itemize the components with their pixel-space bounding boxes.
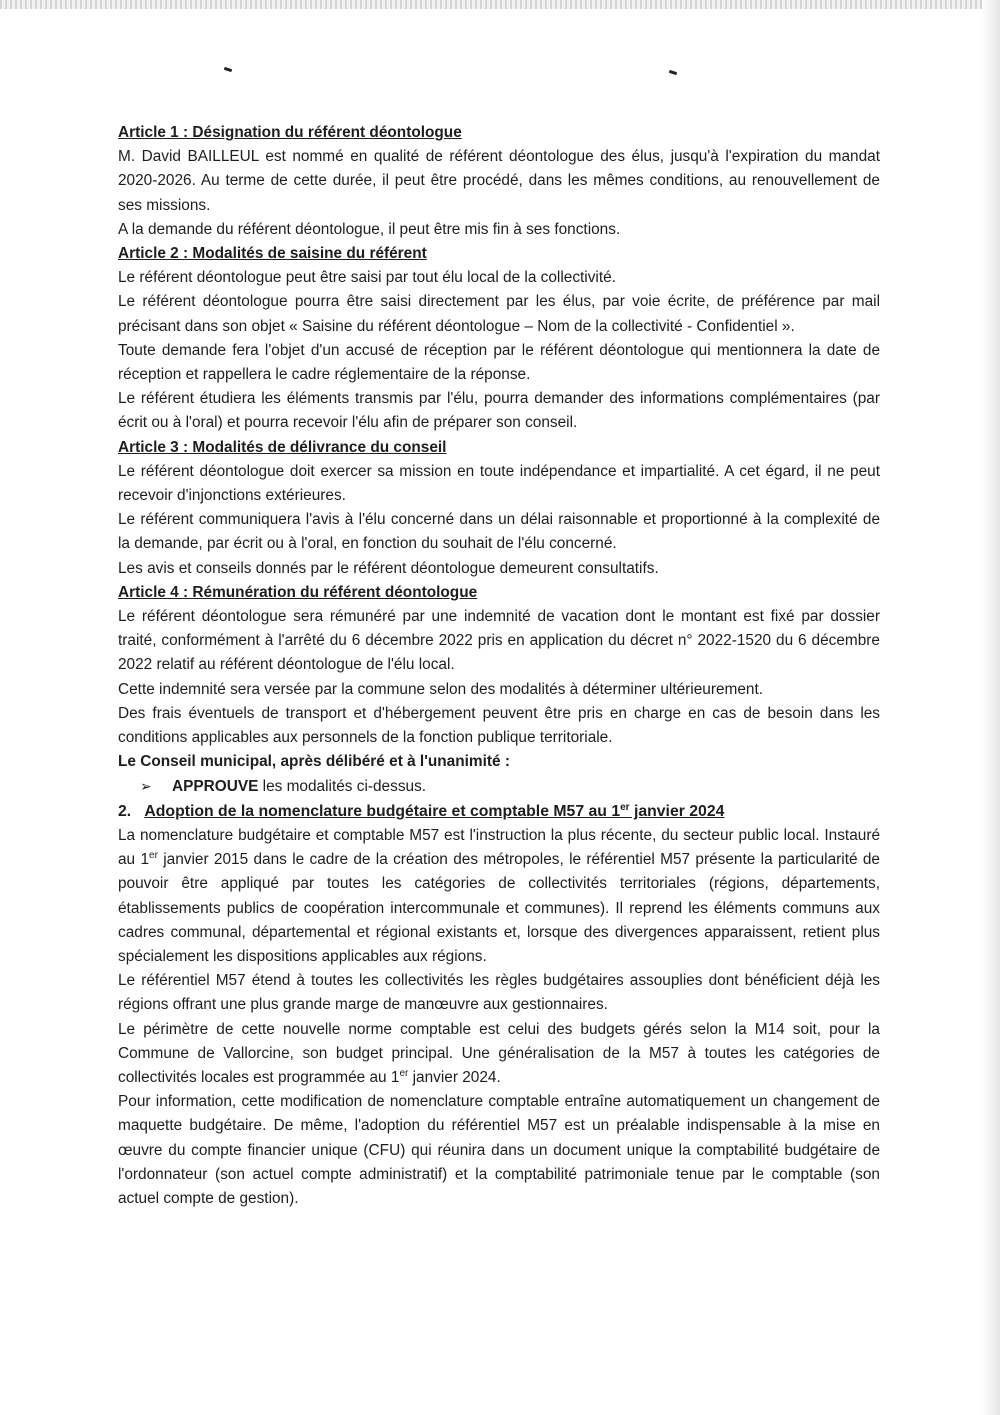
scan-edge-top bbox=[0, 0, 1000, 9]
section-2-title bbox=[118, 800, 880, 824]
body-paragraph-1-part-1: La nomenclature budgétaire et comptable M57 est l'instruction la plus récente, du secteur public local. Instauré au 1 bbox=[118, 826, 880, 869]
article-2-paragraph-1: Le référent déontologue peut être saisi par tout élu local de la collectivité. bbox=[118, 269, 616, 287]
section-2-title-part-1: Adoption de la nomenclature budgétaire et comptable M57 au 1 bbox=[144, 802, 621, 820]
section-2-number: 2. bbox=[118, 802, 132, 820]
body-paragraph-1-sup: er bbox=[149, 850, 158, 862]
body-paragraph-3-part-2: janvier 2024. bbox=[408, 1068, 501, 1086]
approval-text bbox=[172, 775, 426, 799]
arrow-bullet-icon: ➢ bbox=[140, 778, 152, 795]
body-paragraph-3 bbox=[118, 1018, 880, 1091]
section-2-title-part-2: janvier 2024 bbox=[629, 802, 725, 820]
scan-speck-right bbox=[669, 70, 678, 75]
article-4-paragraph-3: Des frais éventuels de transport et d'hébergement peuvent être pris en charge en cas de besoin dans les conditions applicables aux personnels de la fonction publique territoriale. bbox=[118, 704, 880, 747]
document-page bbox=[118, 121, 880, 1211]
article-1-paragraph-1: M. David BAILLEUL est nommé en qualité de référent déontologue des élus, jusqu'à l'expiration du mandat 2020-2026. Au terme de cette durée, il peut être procédé, dans les mêmes conditions, au renouvellement de ses missions. bbox=[118, 148, 880, 214]
scan-speck-left bbox=[224, 67, 233, 72]
article-1-title: Article 1 : Désignation du référent déontologue bbox=[118, 124, 462, 141]
article-3-paragraph-3: Les avis et conseils donnés par le référent déontologue demeurent consultatifs. bbox=[118, 559, 659, 577]
body-paragraph-3-part-1: Le périmètre de cette nouvelle norme comptable est celui des budgets gérés selon la M14 soit, pour la Commune de Vallorcine, son budget principal. Une généralisation de la M57 à toutes les catégories de collectivités locales est programmée au 1 bbox=[118, 1020, 880, 1086]
body-paragraph-1 bbox=[118, 824, 880, 969]
body-paragraph-2: Le référentiel M57 étend à toutes les collectivités les règles budgétaires assouplies dont bénéficient déjà les régions offrant une plus grande marge de manœuvre aux gestionnaires. bbox=[118, 972, 880, 1014]
body-paragraph-3-sup: er bbox=[399, 1067, 409, 1079]
article-3-title: Article 3 : Modalités de délivrance du conseil bbox=[118, 438, 447, 456]
article-3-paragraph-1: Le référent déontologue doit exercer sa mission en toute indépendance et impartialité. A cet égard, il ne peut recevoir d'injonctions extérieures. bbox=[118, 462, 880, 505]
section-2-title-sup: er bbox=[620, 801, 630, 813]
article-4-paragraph-2: Cette indemnité sera versée par la commune selon des modalités à déterminer ultérieurement. bbox=[118, 680, 764, 698]
council-decision: Le Conseil municipal, après délibéré et à l'unanimité : bbox=[118, 753, 510, 771]
body-paragraph-4: Pour information, cette modification de nomenclature comptable entraîne automatiquement un changement de maquette budgétaire. De même, l'adoption du référentiel M57 est un préalable indispensable à la mise en œuvre du compte financier unique (CFU) qui réunira dans un document unique la comptabilité budgétaire de l'ordonnateur (son actuel compte administratif) et la comptabilité patrimoniale tenue par le comptable (son actuel compte de gestion). bbox=[118, 1093, 880, 1207]
scan-edge-right bbox=[982, 0, 1000, 1415]
approve-rest: les modalités ci-dessus. bbox=[258, 778, 427, 796]
article-2-paragraph-3: Toute demande fera l'objet d'un accusé de réception par le référent déontologue qui mentionnera la date de réception et rappellera le cadre réglementaire de la réponse. bbox=[118, 341, 880, 384]
article-2-title: Article 2 : Modalités de saisine du référent bbox=[118, 245, 427, 263]
article-3-paragraph-2: Le référent communiquera l'avis à l'élu concerné dans un délai raisonnable et proportionné à la complexité de la demande, par écrit ou à l'oral, en fonction du souhait de l'élu concerné. bbox=[118, 511, 880, 553]
body-paragraph-1-part-2: janvier 2015 dans le cadre de la création des métropoles, le référentiel M57 présente la particularité de pouvoir être appliqué par toutes les catégories de collectivités territoriales (régions, départements, établissements publics de coopération intercommunale et communes). Il reprend les éléments communs aux cadres communal, départemental et régional existants et, lorsque des divergences apparaissent, retient plus spécialement les dispositions applicables aux régions. bbox=[118, 851, 880, 965]
article-2-paragraph-2: Le référent déontologue pourra être saisi directement par les élus, par voie écrite, de préférence par mail précisant dans son objet « Saisine du référent déontologue – Nom de la collectivité - Confidentiel ». bbox=[118, 293, 880, 335]
approve-keyword: APPROUVE bbox=[172, 778, 259, 796]
approval-bullet bbox=[140, 774, 880, 799]
section-2-title-text bbox=[144, 803, 724, 820]
article-4-title: Article 4 : Rémunération du référent déontologue bbox=[118, 583, 478, 601]
article-2-paragraph-4: Le référent étudiera les éléments transmis par l'élu, pourra demander des informations complémentaires (par écrit ou à l'oral) et pourra recevoir l'élu afin de préparer son conseil. bbox=[118, 390, 880, 432]
article-1-paragraph-2: A la demande du référent déontologue, il peut être mis fin à ses fonctions. bbox=[118, 220, 621, 238]
article-4-paragraph-1: Le référent déontologue sera rémunéré par une indemnité de vacation dont le montant est fixé par dossier traité, conformément à l'arrêté du 6 décembre 2022 pris en application du décret n° 2022-1520 du 6 décembre 2022 relatif au référent déontologue de l'élu local. bbox=[118, 608, 880, 674]
